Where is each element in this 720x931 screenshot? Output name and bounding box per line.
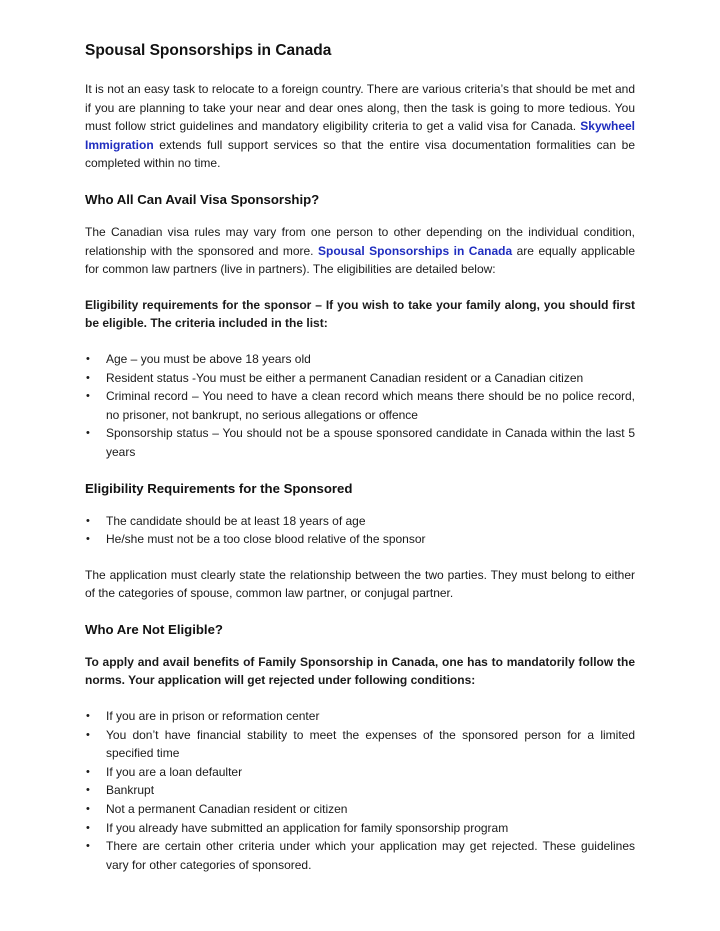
skywheel-immigration-link[interactable]: Skywheel Immigration <box>85 119 635 152</box>
sponsor-criteria-list <box>85 350 635 462</box>
list-item: • He/she must not be a too close blood relative of the sponsor <box>85 530 635 549</box>
list-item: • Not a permanent Canadian resident or citizen <box>85 800 635 819</box>
section1-text-2: are equally applicable for common law partners (live in partners). The eligibilities are detailed below: <box>85 243 635 277</box>
bullet-icon: • <box>86 533 90 546</box>
list-item: • If you are in prison or reformation center <box>85 707 635 726</box>
list-item: • The candidate should be at least 18 years of age <box>85 512 635 531</box>
bullet-icon: • <box>86 821 90 834</box>
page-title: Spousal Sponsorships in Canada <box>85 42 332 59</box>
bullet-icon: • <box>86 427 90 440</box>
bullet-icon: • <box>86 784 90 797</box>
section1-heading: Who All Can Avail Visa Sponsorship? <box>85 191 320 207</box>
list-item: • There are certain other criteria under which your application may get rejected. These guidelines vary for other categories of sponsored. <box>86 839 635 872</box>
bullet-icon: • <box>86 840 90 853</box>
document-page <box>85 40 635 891</box>
sponsor-eligibility-intro: Eligibility requirements for the sponsor – If you wish to take your family along, you should first be eligible. The criteria included in the list: <box>85 297 635 331</box>
bullet-icon: • <box>86 710 90 723</box>
section1-text-1: The Canadian visa rules may vary from one person to other depending on the individual condition, relationship with the sponsored and more. <box>85 224 635 258</box>
rejection-intro: To apply and avail benefits of Family Sponsorship in Canada, one has to mandatorily follow the norms. Your application will get rejected under following conditions: <box>85 654 635 688</box>
intro-text-2: extends full support services so that the entire visa documentation formalities can be completed within no time. <box>85 137 635 171</box>
list-item: • Sponsorship status – You should not be a spouse sponsored candidate in Canada within the last 5 years <box>86 426 635 459</box>
spousal-sponsorships-link[interactable]: Spousal Sponsorships in Canada <box>318 243 513 258</box>
bullet-icon: • <box>86 352 90 365</box>
bullet-icon: • <box>86 514 90 527</box>
section2-heading: Eligibility Requirements for the Sponsored <box>85 480 353 496</box>
list-item: • Resident status -You must be either a permanent Canadian resident or a Canadian citizen <box>85 369 635 388</box>
section1-paragraph <box>85 223 635 279</box>
bullet-icon: • <box>86 803 90 816</box>
intro-text-1: It is not an easy task to relocate to a foreign country. There are various criteria’s that should be met and if you are planning to take your near and dear ones along, then the task is going to more tedious. You must follow strict guidelines and mandatory eligibility criteria to get a valid visa for Canada. <box>85 82 635 134</box>
rejection-conditions-list <box>85 707 635 874</box>
intro-paragraph <box>85 80 635 173</box>
list-item: • Age – you must be above 18 years old <box>85 350 635 369</box>
list-item: • If you already have submitted an application for family sponsorship program <box>85 819 635 838</box>
list-item: • Bankrupt <box>85 781 635 800</box>
bullet-icon: • <box>86 765 90 778</box>
list-item: • Criminal record – You need to have a clean record which means there should be no police record, no prisoner, not bankrupt, no serious allegations or offence <box>86 389 635 422</box>
list-item: • If you are a loan defaulter <box>85 763 635 782</box>
sponsored-criteria-list <box>85 512 635 549</box>
relationship-paragraph: The application must clearly state the relationship between the two parties. They must belong to either of the categories of spouse, common law partner, or conjugal partner. <box>85 567 635 601</box>
section3-heading: Who Are Not Eligible? <box>85 621 223 637</box>
bullet-icon: • <box>86 728 90 741</box>
bullet-icon: • <box>86 371 90 384</box>
bullet-icon: • <box>86 390 90 403</box>
list-item: • You don’t have financial stability to meet the expenses of the sponsored person for a limited specified time <box>86 727 635 761</box>
